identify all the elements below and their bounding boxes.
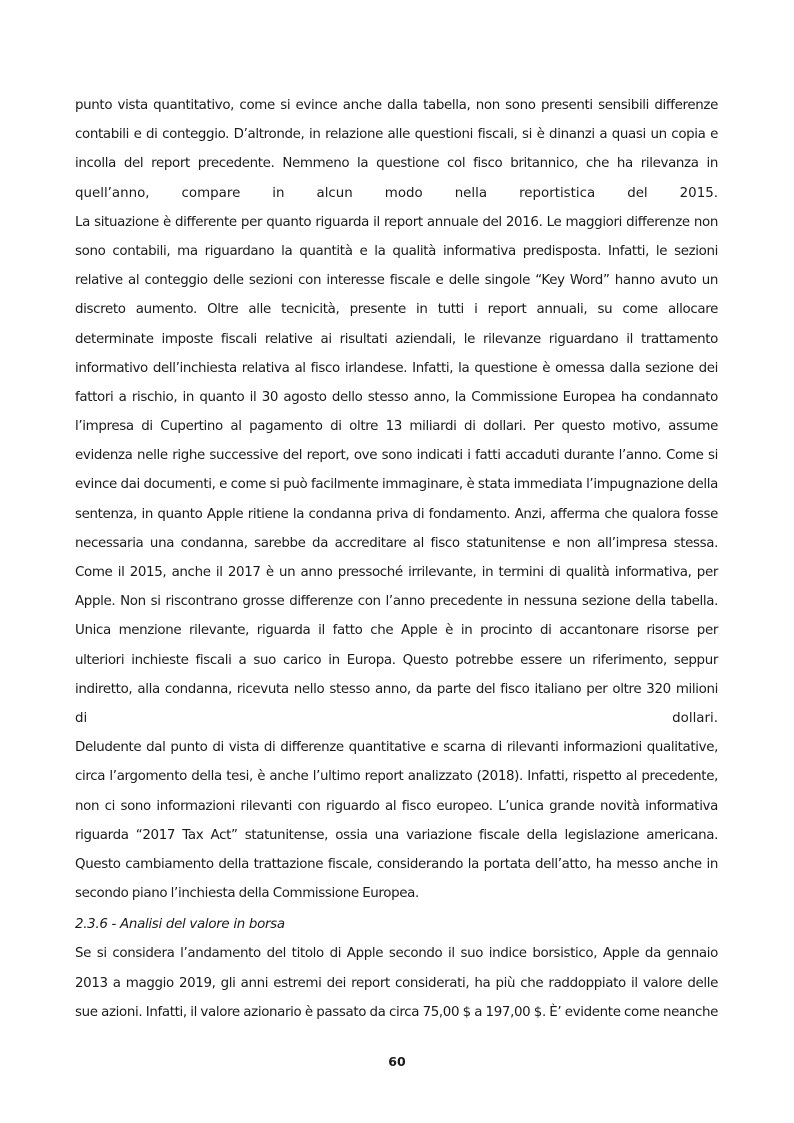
- text-line: quell’anno, compare in alcun modo nella reportistica del 2015.: [75, 185, 718, 201]
- page-body: [75, 93, 718, 1029]
- paragraph-block-2: [75, 941, 718, 1029]
- text-line: La situazione è differente per quanto riguarda il report annuale del 2016. Le maggiori differenze non: [75, 214, 718, 230]
- section-heading: 2.3.6 - Analisi del valore in borsa: [75, 917, 285, 933]
- text-line: sono contabili, ma riguardano la quantità e la qualità informativa predisposta. Infatti, le sezioni: [75, 243, 718, 259]
- text-line: Deludente dal punto di vista di differenze quantitative e scarna di rilevanti informazioni qualitative,: [75, 740, 718, 756]
- text-line: Unica menzione rilevante, riguarda il fatto che Apple è in procinto di accantonare risorse per: [75, 623, 718, 639]
- text-line: Come il 2015, anche il 2017 è un anno pressoché irrilevante, in termini di qualità informativa, per: [75, 565, 718, 580]
- text-line: necessaria una condanna, sarebbe da accreditare al fisco statunitense e non all’impresa stessa.: [75, 535, 718, 551]
- text-line: secondo piano l’inchiesta della Commissione Europea.: [75, 886, 419, 902]
- text-line: di dollari.: [75, 710, 718, 726]
- text-line: ulteriori inchieste fiscali a suo carico in Europa. Questo potrebbe essere un riferimento, seppur: [75, 652, 718, 668]
- text-line: contabili e di conteggio. D’altronde, in relazione alle questioni fiscali, si è dinanzi a quasi un copia e: [75, 127, 718, 143]
- text-line: informativo dell’inchiesta relativa al fisco irlandese. Infatti, la questione è omessa dalla sezione dei: [75, 360, 718, 376]
- text-line: Apple. Non si riscontrano grosse differenze con l’anno precedente in nessuna sezione della tabella.: [75, 594, 718, 610]
- text-line: circa l’argomento della tesi, è anche l’ultimo report analizzato (2018). Infatti, rispetto al precedente,: [75, 769, 718, 785]
- text-line: discreto aumento. Oltre alle tecnicità, presente in tutti i report annuali, su come allocare: [75, 302, 718, 318]
- text-line: fattori a rischio, in quanto il 30 agosto dello stesso anno, la Commissione Europea ha condannato: [75, 389, 718, 405]
- text-line: Questo cambiamento della trattazione fiscale, considerando la portata dell’atto, ha messo anche in: [75, 856, 718, 872]
- text-line: determinate imposte fiscali relative ai risultati aziendali, le rilevanze riguardano il trattamento: [75, 331, 718, 347]
- page-number: 60: [388, 1054, 406, 1069]
- text-line: relative al conteggio delle sezioni con interesse fiscale e delle singole “Key Word” hanno avuto un: [75, 273, 718, 289]
- text-line: non ci sono informazioni rilevanti con riguardo al fisco europeo. L’unica grande novità informativa: [75, 798, 718, 814]
- text-line: riguarda “2017 Tax Act” statunitense, ossia una variazione fiscale della legislazione americana.: [75, 827, 718, 843]
- text-line: l’impresa di Cupertino al pagamento di oltre 13 miliardi di dollari. Per questo motivo, assume: [75, 419, 718, 435]
- text-line: evidenza nelle righe successive del report, ove sono indicati i fatti accaduti durante l’anno. Come si: [75, 448, 718, 464]
- text-line: punto vista quantitativo, come si evince anche dalla tabella, non sono presenti sensibili differenze: [75, 98, 718, 113]
- text-line: sue azioni. Infatti, il valore azionario è passato da circa 75,00 $ a 197,00 $. È’ evidente come neanche: [75, 1004, 718, 1020]
- text-line: evince dai documenti, e come si può facilmente immaginare, è stata immediata l’impugnazione della: [75, 477, 718, 493]
- text-line: 2013 a maggio 2019, gli anni estremi dei report considerati, ha più che raddoppiato il valore delle: [75, 975, 718, 991]
- text-line: incolla del report precedente. Nemmeno la questione col fisco britannico, che ha rilevanza in: [75, 156, 718, 172]
- text-line: indiretto, alla condanna, ricevuta nello stesso anno, da parte del fisco italiano per oltre 320 milioni: [75, 681, 718, 697]
- text-line: Se si considera l’andamento del titolo di Apple secondo il suo indice borsistico, Apple da gennaio: [75, 946, 718, 962]
- text-line: sentenza, in quanto Apple ritiene la condanna priva di fondamento. Anzi, afferma che qualora fosse: [75, 506, 718, 522]
- paragraph-block-1: [75, 93, 718, 910]
